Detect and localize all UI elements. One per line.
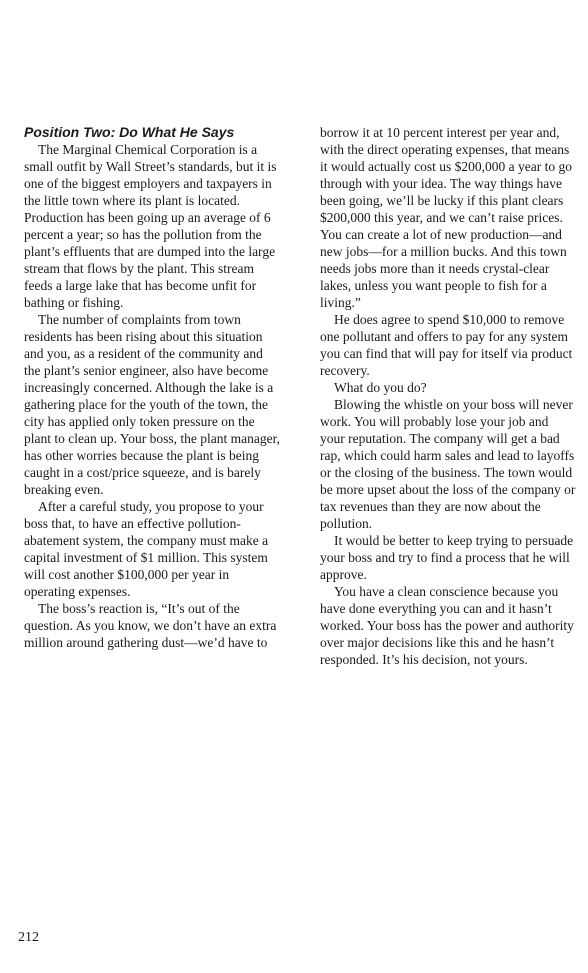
paragraph-persuade: It would be better to keep trying to persuade your boss and try to find a process that he will approve. [320, 533, 574, 582]
paragraph-boss-reaction: The boss’s reaction is, “It’s out of the question. As you know, we don’t have an extra million around gathering dust—we’d have to [24, 601, 277, 650]
paragraph-proposal: After a careful study, you propose to your boss that, to have an effective pollution-abatement system, the company must make a capital investment of $1 million. This system will cost another $100,000 per year in operating expenses. [24, 499, 269, 599]
paragraph-boss-reaction-continued: borrow it at 10 percent interest per year and, with the direct operating expenses, that means it would actually cost us $200,000 a year to go through with your idea. The way things have been going, we’ll be lucky if this plant clears $200,000 this year, and we can’t raise prices. You can create a lot of new production—and new jobs—for a million bucks. And this town needs jobs more than it needs crystal-clear lakes, unless you want people to fish for a living.” [320, 125, 572, 310]
page-number: 212 [18, 930, 39, 945]
paragraph-complaints: The number of complaints from town residents has been rising about this situation and you, as a resident of the community and the plant’s senior engineer, also have become increasingly concerned. Although the lake is a gathering place for the youth of the town, the city has applied only token pressure on the plant to clean up. Your boss, the plant manager, has other worries because the plant is being caught in a cost/price squeeze, and is barely breaking even. [24, 312, 280, 497]
paragraph-question: What do you do? [334, 380, 427, 395]
left-column [24, 124, 282, 651]
paragraph-whistle: Blowing the whistle on your boss will never work. You will probably lose your job and your reputation. The company will get a bad rap, which could harm sales and lead to layoffs or the closing of the business. The town would be more upset about the loss of the company or tax revenues than they are now about the pollution. [320, 397, 576, 531]
paragraph-boss-offer: He does agree to spend $10,000 to remove one pollutant and offers to pay for any system you can find that will pay for itself via product recovery. [320, 312, 573, 378]
paragraph-conscience: You have a clean conscience because you have done everything you can and it hasn’t worked. Your boss has the power and authority over major decisions like this and he hasn’t responded. It’s his decision, not yours. [320, 584, 574, 667]
section-heading: Position Two: Do What He Says [24, 124, 235, 140]
right-column [320, 124, 576, 668]
paragraph-company-background: The Marginal Chemical Corporation is a small outfit by Wall Street’s standards, but it is one of the biggest employers and taxpayers in the little town where its plant is located. Production has been going up an average of 6 percent a year; so has the pollution from the plant’s effluents that are dumped into the large stream that flows by the plant. This stream feeds a large lake that has become unfit for bathing or fishing. [24, 142, 277, 310]
